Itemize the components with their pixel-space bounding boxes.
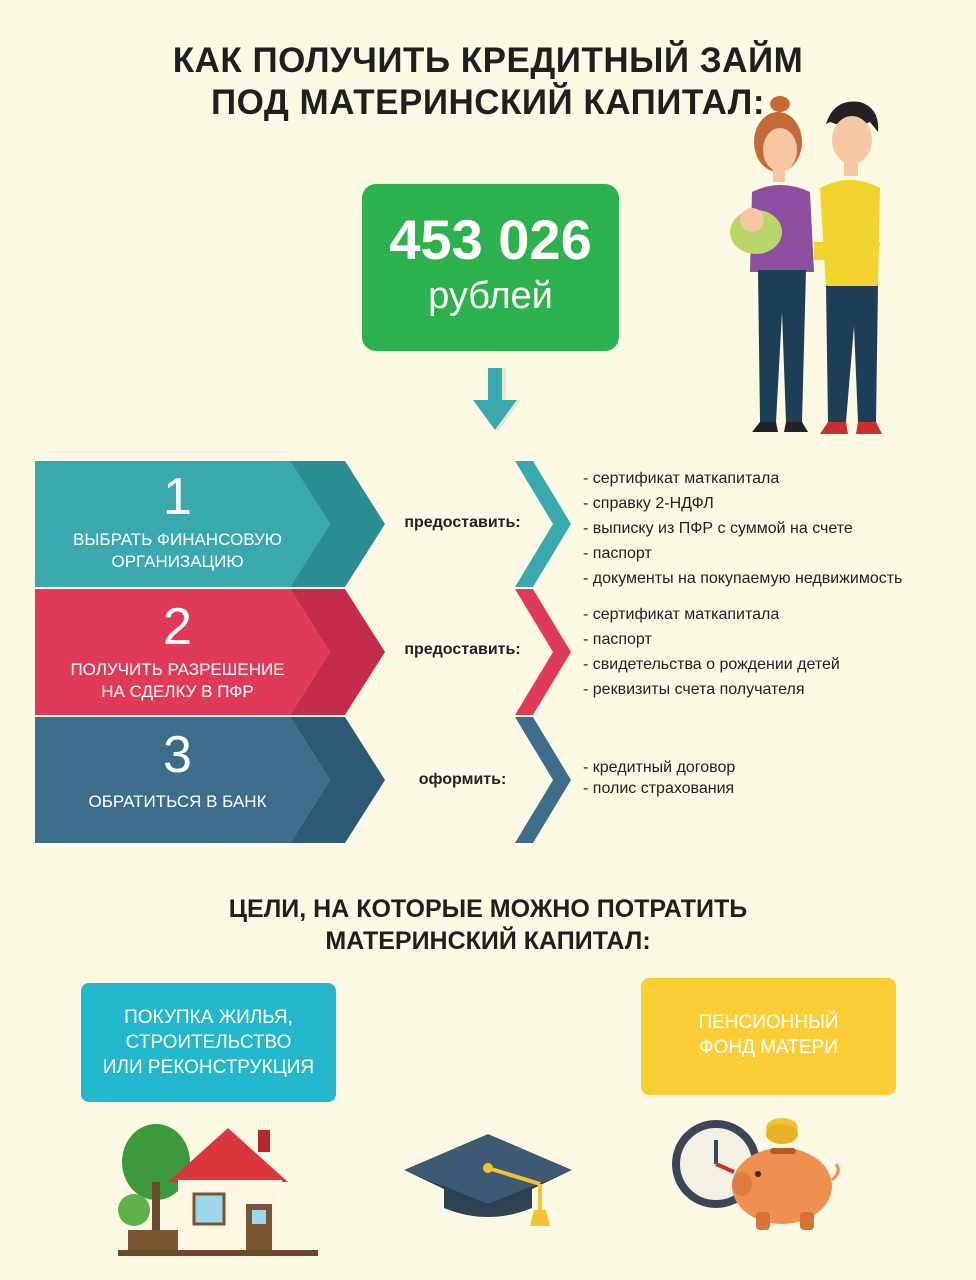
title-line-2: ПОД МАТЕРИНСКИЙ КАПИТАЛ: [210, 83, 766, 122]
step-2-number: 2 [163, 598, 192, 656]
goals-title [0, 893, 976, 957]
capital-amount-box [362, 184, 619, 351]
step-3-verb: оформить: [418, 771, 507, 788]
step-3-label-line-1: ОБРАТИТЬСЯ В БАНК [88, 792, 267, 811]
goals-title-line-1: ЦЕЛИ, НА КОТОРЫЕ МОЖНО ПОТРАТИТЬ [228, 895, 748, 923]
goal-housing-line-1: ПОКУПКА ЖИЛЬЯ, [124, 1007, 293, 1028]
list-item: - свидетельства о рождении детей [583, 652, 840, 677]
step-1 [35, 461, 937, 587]
goal-housing-line-3: ИЛИ РЕКОНСТРУКЦИЯ [102, 1057, 315, 1078]
capital-amount-unit: рублей [428, 275, 553, 317]
step-1-verb: предоставить: [404, 514, 521, 531]
step-1-label [35, 529, 320, 573]
goal-education-line-2: ДО 25 ЛЕТ [441, 1040, 538, 1061]
goal-pension-line-1: ПЕНСИОННЫЙ [698, 1012, 839, 1033]
list-item: - реквизиты счета получателя [583, 677, 840, 702]
family-illustration [730, 92, 890, 442]
goal-pension-line-2: ФОНД МАТЕРИ [699, 1037, 838, 1058]
title-line-1: КАК ПОЛУЧИТЬ КРЕДИТНЫЙ ЗАЙМ [172, 41, 804, 80]
list-item: - сертификат маткапитала [583, 466, 902, 491]
list-item: - полис страхования [583, 778, 735, 799]
house-icon [118, 1122, 318, 1258]
list-item: - паспорт [583, 541, 902, 566]
step-3 [35, 717, 937, 843]
capital-amount-value: 453 026 [389, 208, 592, 271]
down-arrow-icon [471, 368, 523, 432]
step-3-documents [583, 757, 735, 799]
goal-housing-line-2: СТРОИТЕЛЬСТВО [125, 1032, 292, 1053]
step-3-label [35, 791, 320, 813]
list-item: - кредитный договор [583, 757, 735, 778]
list-item: - паспорт [583, 627, 840, 652]
list-item: - выписку из ПФР с суммой на счете [583, 516, 902, 541]
list-item: - справку 2-НДФЛ [583, 491, 902, 516]
step-1-number: 1 [163, 468, 192, 526]
step-2-label-line-2: НА СДЕЛКУ В ПФР [101, 682, 254, 701]
goal-pension-card [641, 978, 896, 1095]
goals-title-line-2: МАТЕРИНСКИЙ КАПИТАЛ: [325, 927, 651, 955]
step-2-verb: предоставить: [404, 641, 521, 658]
step-1-label-line-2: ОРГАНИЗАЦИЮ [111, 552, 244, 571]
list-item: - документы на покупаемую недвижимость [583, 566, 902, 591]
goal-housing-card [81, 983, 336, 1102]
goal-education-card [362, 983, 617, 1102]
step-2-label [35, 659, 320, 703]
step-2 [35, 589, 937, 715]
graduation-cap-icon [404, 1130, 572, 1230]
step-2-documents [583, 602, 840, 702]
list-item: - сертификат маткапитала [583, 602, 840, 627]
step-2-label-line-1: ПОЛУЧИТЬ РАЗРЕШЕНИЕ [70, 660, 285, 679]
step-1-label-line-1: ВЫБРАТЬ ФИНАНСОВУЮ [73, 530, 282, 549]
step-1-documents [583, 466, 902, 591]
step-3-number: 3 [163, 726, 192, 784]
piggy-bank-clock-icon [672, 1112, 842, 1232]
goal-education-line-1: ОБРАЗОВАНИЕ ДЕТЕЙ [384, 1015, 595, 1036]
